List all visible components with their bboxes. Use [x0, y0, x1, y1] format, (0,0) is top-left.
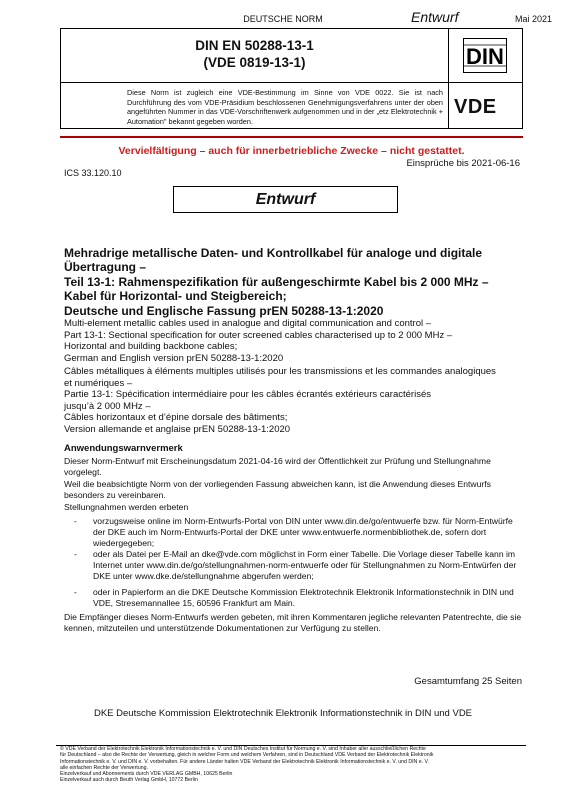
red-divider [60, 136, 523, 138]
title-en-line: German and English version prEN 50288-13-1:2020 [64, 352, 284, 364]
title-de-line: Teil 13-1: Rahmenspezifikation für außengeschirmte Kabel bis 2 000 MHz – [64, 274, 489, 289]
copyright-line: Einzelverkauf und Abonnements durch VDE VERLAG GMBH, 10625 Berlin [60, 771, 233, 778]
copyright-notice [60, 746, 530, 784]
comment-option-text: oder als Datei per E-Mail an dke@vde.com möglichst in Form einer Tabelle. Die Vorlage dieser Tabelle kann im Internet unter www.din.de/go/stellungnahmen-norm-entwuerfe oder für Stellungnahmen zu Norm-Entwürfen der DKE unter www.dke.de/stellungnahme abgerufen werden; [93, 549, 517, 581]
title-fr-line: Câbles horizontaux et d’épine dorsale des bâtiments; [64, 412, 288, 423]
vde-logo: VDE [454, 96, 497, 118]
standard-number-block [61, 37, 448, 71]
patent-notice: Die Empfänger dieses Norm-Entwurfs werden gebeten, mit ihren Kommentaren jegliche relevanten Patentrechte, die sie kennen, mitzuteilen und unterstützende Dokumentationen zur Verfügung zu stellen. [64, 612, 522, 633]
comments-intro: Stellungnahmen werden erbeten [64, 502, 189, 512]
comment-option-text: oder in Papierform an die DKE Deutsche Kommission Elektrotechnik Elektronik Informationstechnik in DIN und VDE, Stresemannallee 15, 60596 Frankfurt am Main. [93, 587, 514, 608]
publisher-organization: DKE Deutsche Kommission Elektrotechnik Elektronik Informationstechnik in DIN und VDE [93, 708, 473, 719]
title-german [64, 246, 524, 318]
issue-date: Mai 2021 [514, 14, 552, 24]
page-count: Gesamtumfang 25 Seiten [414, 676, 522, 687]
title-fr-line: jusqu’à 2 000 MHz – [64, 400, 151, 412]
standard-number: DIN EN 50288-13-1 [195, 38, 314, 53]
title-de-line: Mehradrige metallische Daten- und Kontrollkabel für analoge und digitale [64, 246, 483, 260]
draft-header-label: Entwurf [411, 9, 459, 25]
vde-number: (VDE 0819-13-1) [203, 55, 306, 70]
application-heading: Anwendungswarnvermerk [64, 443, 183, 454]
comment-option-text: vorzugsweise online im Norm-Entwurfs-Portal von DIN unter www.din.de/go/entwuerfe bzw. für Norm-Entwürfe der DKE auch im Norm-Entwurfs-Portal der DKE unter www.entwuerfe.normenbibliothek.de, sofern dort wiedergegeben; [93, 516, 513, 548]
copyright-line: © VDE Verband der Elektrotechnik Elektronik Informationstechnik e. V. und DIN Deutsches Institut für Normung e. V. sind Inhaber aller ausschließlichen Rechte [60, 746, 426, 752]
title-fr-line: Partie 13-1: Spécification intermédiaire pour les câbles écrantés extérieurs caractérisés [64, 389, 431, 400]
title-english [64, 318, 524, 364]
title-fr-line: Câbles métalliques à éléments multiples utilisés pour les transmissions et les commandes analogiques [64, 366, 496, 377]
application-paragraph: Dieser Norm-Entwurf mit Erscheinungsdatum 2021-04-16 wird der Öffentlichkeit zur Prüfung und Stellungnahme vorgelegt. [64, 456, 491, 477]
copyright-line: Informationstechnik e. V. und DIN e. V. vorbehalten. Für andere Länder halten VDE Verband der Elektrotechnik Elektronik Informationstechnik e. V. und DIN e. V. [60, 758, 429, 765]
copyright-line: für Deutschland – also die Rechte der Verwertung, gleich in welcher Form und welchem Verfahren, sind in Deutschland VDE Verband der Elektrotechnik Elektronik [60, 752, 434, 759]
standard-header-box [60, 28, 523, 129]
title-de-line: Übertragung – [64, 260, 147, 275]
title-fr-line: et numériques – [64, 377, 133, 389]
title-en-line: Horizontal and building backbone cables; [64, 341, 238, 352]
title-en-line: Part 13-1: Sectional specification for outer screened cables characterised up to 2 000 MHz – [64, 329, 453, 341]
din-logo-text: DIN [466, 44, 504, 69]
title-fr-line: Version allemande et anglaise prEN 50288-13-1:2020 [64, 423, 291, 435]
draft-box: Entwurf [173, 186, 398, 213]
reproduction-notice: Vervielfältigung – auch für innerbetriebliche Zwecke – nicht gestattet. [118, 145, 465, 157]
norm-type-label: DEUTSCHE NORM [243, 14, 323, 24]
objection-deadline: Einsprüche bis 2021-06-16 [406, 158, 520, 169]
din-logo [463, 38, 507, 73]
copyright-line: alle einfachen Rechte der Verwertung. [60, 764, 148, 771]
vde-note: Diese Norm ist zugleich eine VDE-Bestimmung im Sinne von VDE 0022. Sie ist nach Durchführung des vom VDE-Präsidium beschlossenen Genehmigungsverfahrens unter der oben angeführten Nummer in das VDE-Vorschriftenwerk aufgenommen und in der „etz Elektrotechnik + Automation" bekannt gegeben worden. [127, 88, 443, 126]
title-french [64, 366, 524, 435]
bullet-dash: - [74, 549, 77, 559]
title-de-line: Deutsche und Englische Fassung prEN 50288-13-1:2020 [64, 303, 384, 318]
bullet-dash: - [74, 516, 77, 526]
title-en-line: Multi-element metallic cables used in analogue and digital communication and control – [64, 318, 432, 329]
bullet-dash: - [74, 587, 77, 597]
copyright-line: Einzelverkauf auch durch Beuth Verlag GmbH, 10772 Berlin [60, 777, 198, 784]
ics-code: ICS 33.120.10 [64, 168, 122, 178]
application-paragraph: Weil die beabsichtigte Norm von der vorliegenden Fassung abweichen kann, ist die Anwendung dieses Entwurfs besonders zu vereinbaren. [64, 479, 491, 500]
title-de-line: Kabel für Horizontal- und Steigbereich; [64, 289, 287, 304]
